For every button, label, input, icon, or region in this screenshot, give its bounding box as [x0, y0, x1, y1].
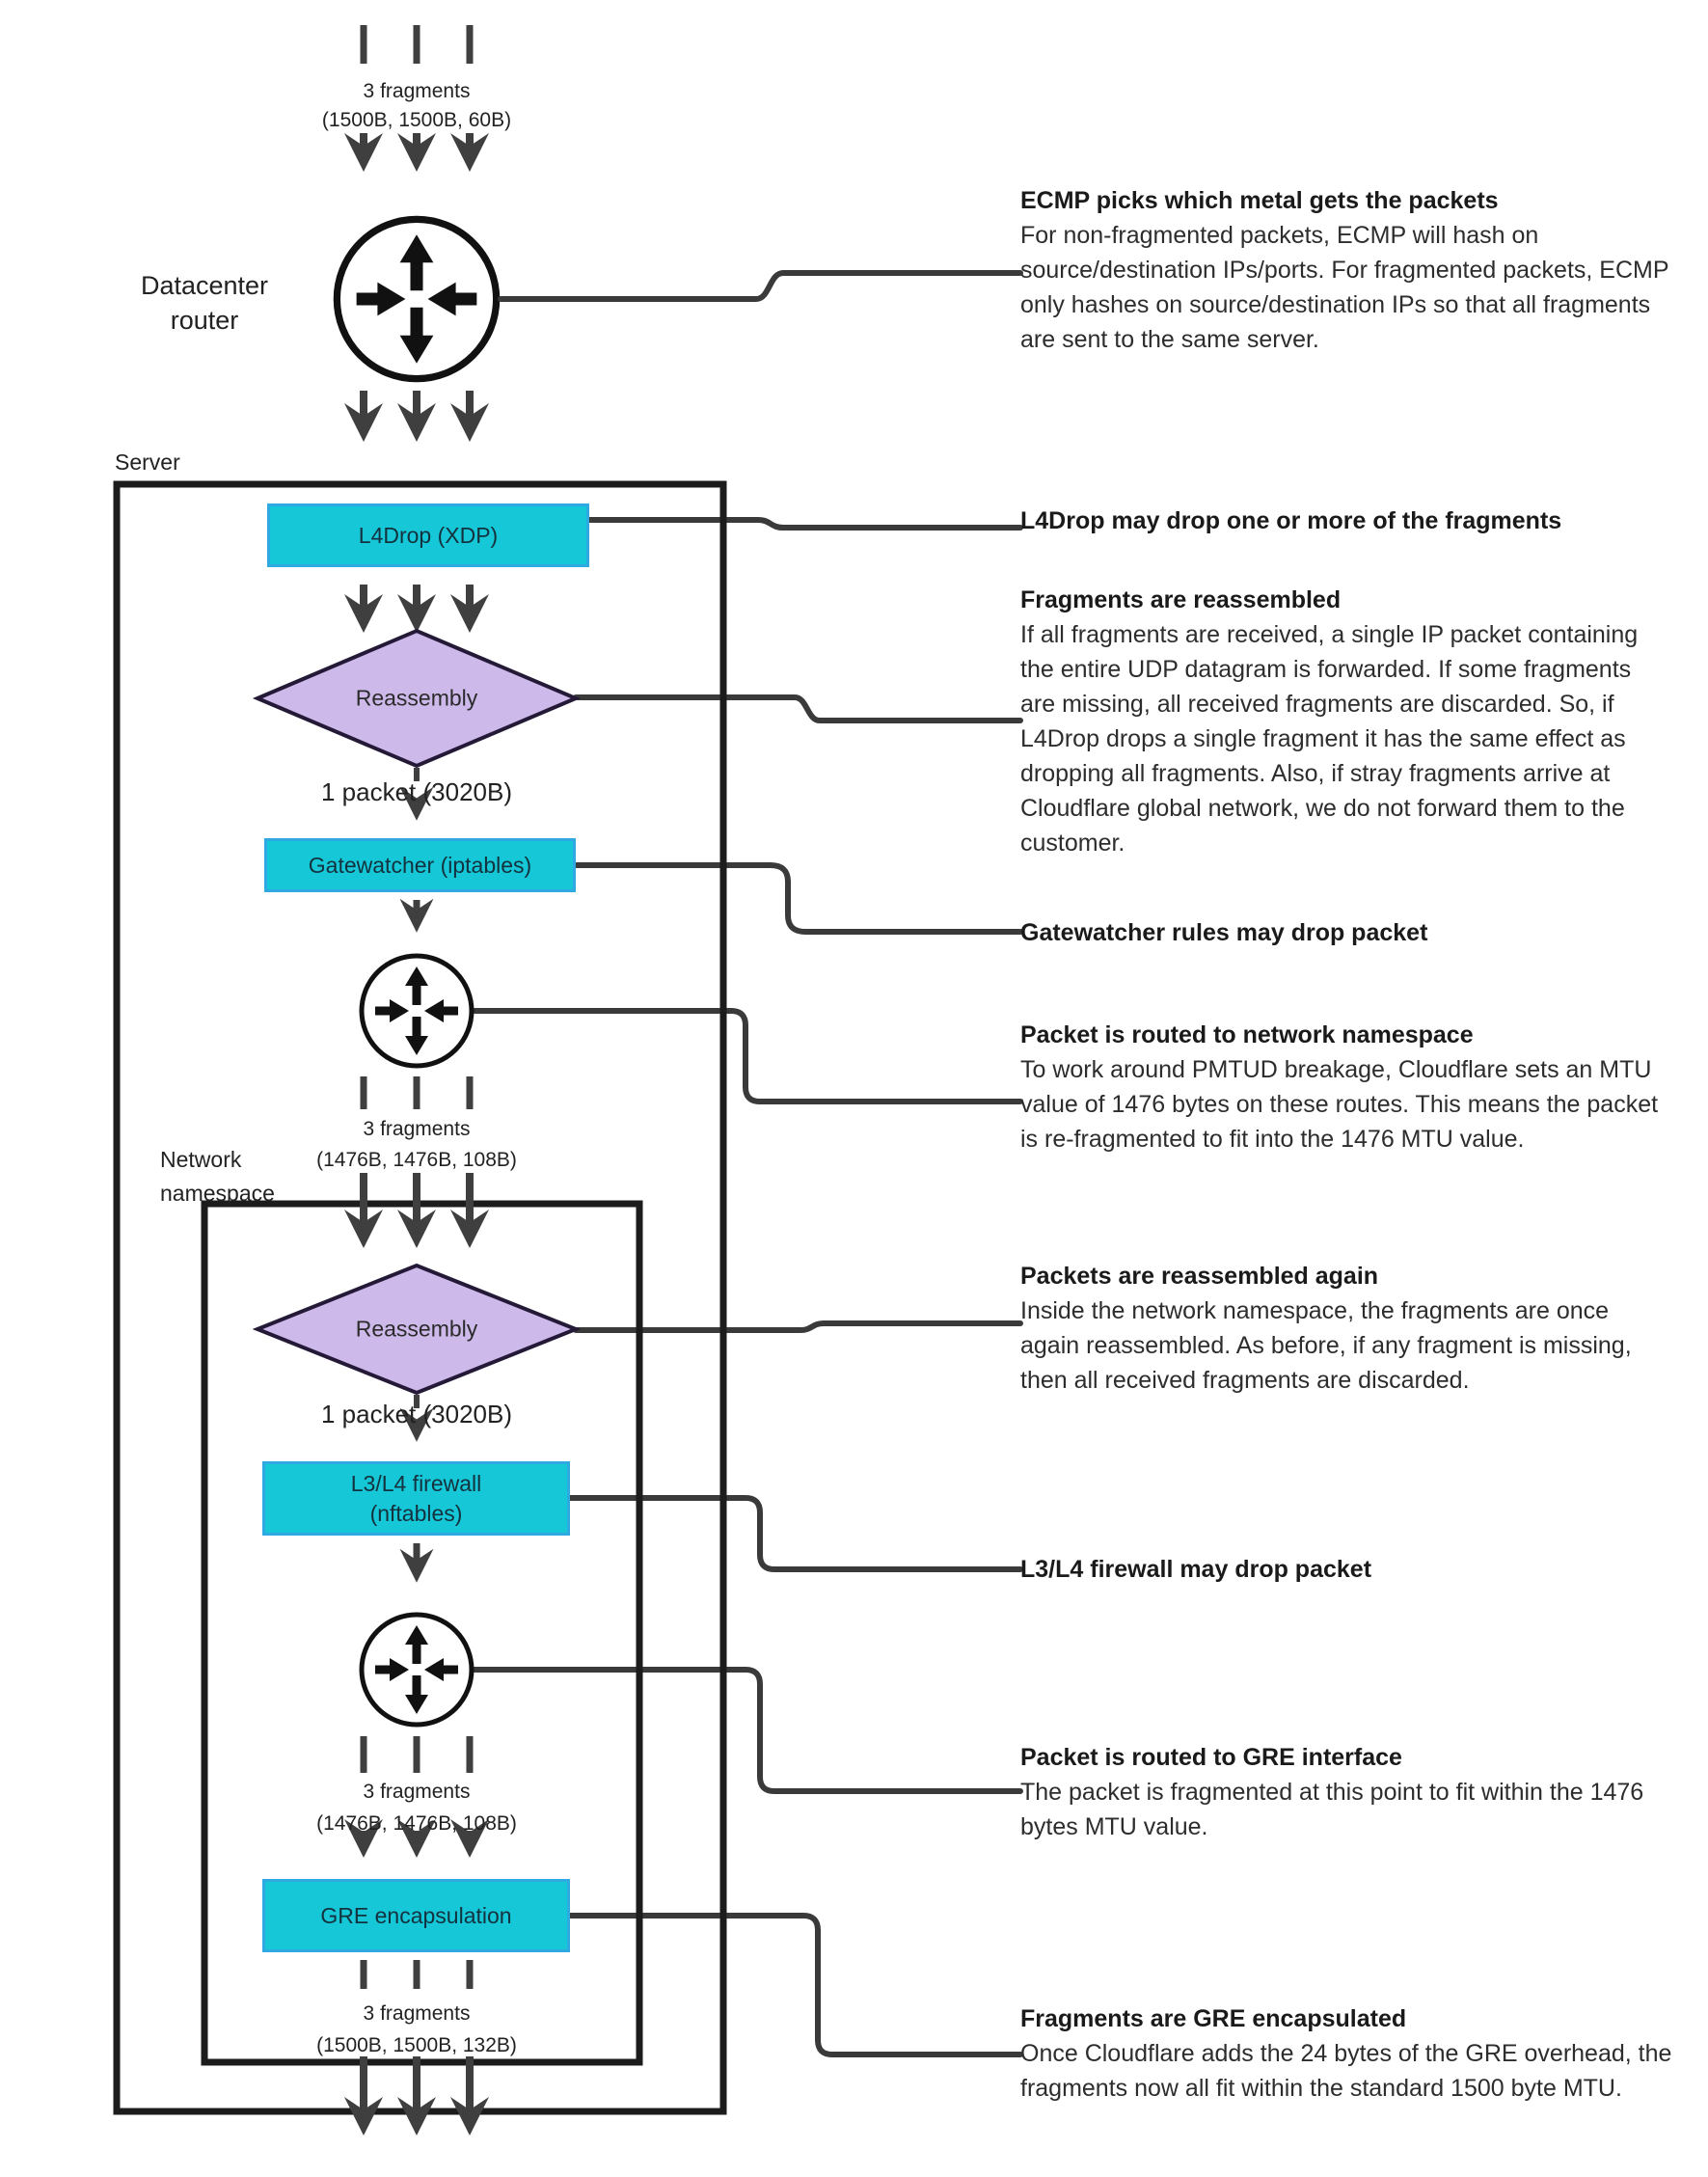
reassembly1-label: Reassembly: [355, 685, 478, 711]
server-router-icon: [362, 956, 472, 1066]
annotation-gre-encapsulated: Fragments are GRE encapsulated Once Cloudflare adds the 24 bytes of the GRE overhead, the fragments now all fit within the standard 1500 byte MTU.: [1020, 2005, 1672, 2102]
packet1-label: 1 packet (3020B): [320, 777, 513, 806]
leader-route-namespace: [474, 1011, 1020, 1102]
leader-gatewatcher: [576, 865, 1020, 932]
network-namespace-label: Network namespace: [160, 1147, 275, 1206]
arrows-l4drop-to-reassembly: [364, 585, 470, 623]
server-label: Server: [115, 449, 180, 475]
namespace-fragment-sizes: (1476B, 1476B, 108B): [316, 1812, 517, 1835]
annotation-ecmp: ECMP picks which metal gets the packets For non-fragmented packets, ECMP will hash on source/destination IPs/ports. For fragmented packets, ECMP only hashes on source/destination IPs so that all fragments are sent to the same server.: [1020, 187, 1669, 353]
top-fragment-sizes: (1500B, 1500B, 60B): [321, 109, 512, 131]
arrows-into-server: [364, 391, 470, 432]
arrows-out-of-server: [364, 2056, 470, 2126]
server-fragment-sizes: (1476B, 1476B, 108B): [316, 1149, 517, 1171]
server-fragments-label: 3 fragments: [363, 1118, 471, 1140]
gre-node: GRE encapsulation: [262, 1879, 570, 1952]
namespace-fragment-dashes: [364, 1736, 470, 1773]
leader-route-gre: [474, 1670, 1020, 1791]
arrows-into-datacenter-router: [364, 133, 470, 162]
annotation-l3l4: L3/L4 firewall may drop packet: [1020, 1556, 1372, 1583]
l4drop-node: L4Drop (XDP): [267, 503, 589, 567]
top-fragments-label: 3 fragments: [363, 80, 471, 102]
annotation-gatewatcher: Gatewatcher rules may drop packet: [1020, 919, 1428, 946]
gre-fragment-dashes: [364, 1960, 470, 1989]
server-fragment-dashes: [364, 1076, 470, 1109]
reassembly2-label: Reassembly: [355, 1316, 478, 1342]
annotation-routed-gre: Packet is routed to GRE interface The packet is fragmented at this point to fit within the 1476 bytes MTU value.: [1020, 1744, 1644, 1840]
gre-fragment-sizes: (1500B, 1500B, 132B): [316, 2034, 517, 2056]
datacenter-router-label: Datacenter router: [140, 271, 269, 335]
packet2-label: 1 packet (3020B): [320, 1400, 513, 1429]
l3l4-firewall-node: L3/L4 firewall (nftables): [262, 1461, 570, 1536]
gre-fragments-label: 3 fragments: [363, 2002, 471, 2025]
leader-ecmp: [501, 273, 1020, 299]
leader-reassembly1: [576, 697, 1020, 721]
gatewatcher-node: Gatewatcher (iptables): [264, 838, 576, 892]
leader-l4drop: [589, 520, 1020, 528]
annotation-routed-namespace: Packet is routed to network namespace To work around PMTUD breakage, Cloudflare sets an MTU value of 1476 bytes on these routes. This means the packet is re-fragmented to fit into the 1476 MTU value.: [1020, 1021, 1659, 1153]
annotation-l4drop: L4Drop may drop one or more of the fragments: [1020, 507, 1562, 534]
namespace-router-icon: [362, 1615, 472, 1725]
top-fragment-dashes: [364, 25, 470, 64]
annotation-reassembled: Fragments are reassembled If all fragments are received, a single IP packet containing the entire UDP datagram is forwarded. If some fragments are missing, all received fragments are discarded. So, if L4Drop drops a single fragment it has the same effect as dropping all fragments. Also, if stray fragments arrive at Cloudflare global network, we do not forward them to the customer.: [1020, 586, 1639, 857]
namespace-fragments-label: 3 fragments: [363, 1781, 471, 1803]
annotation-reassembled-again: Packets are reassembled again Inside the network namespace, the fragments are once again reassembled. As before, if any fragment is missing, then all received fragments are discarded.: [1020, 1263, 1632, 1394]
datacenter-router-icon: [337, 219, 496, 378]
